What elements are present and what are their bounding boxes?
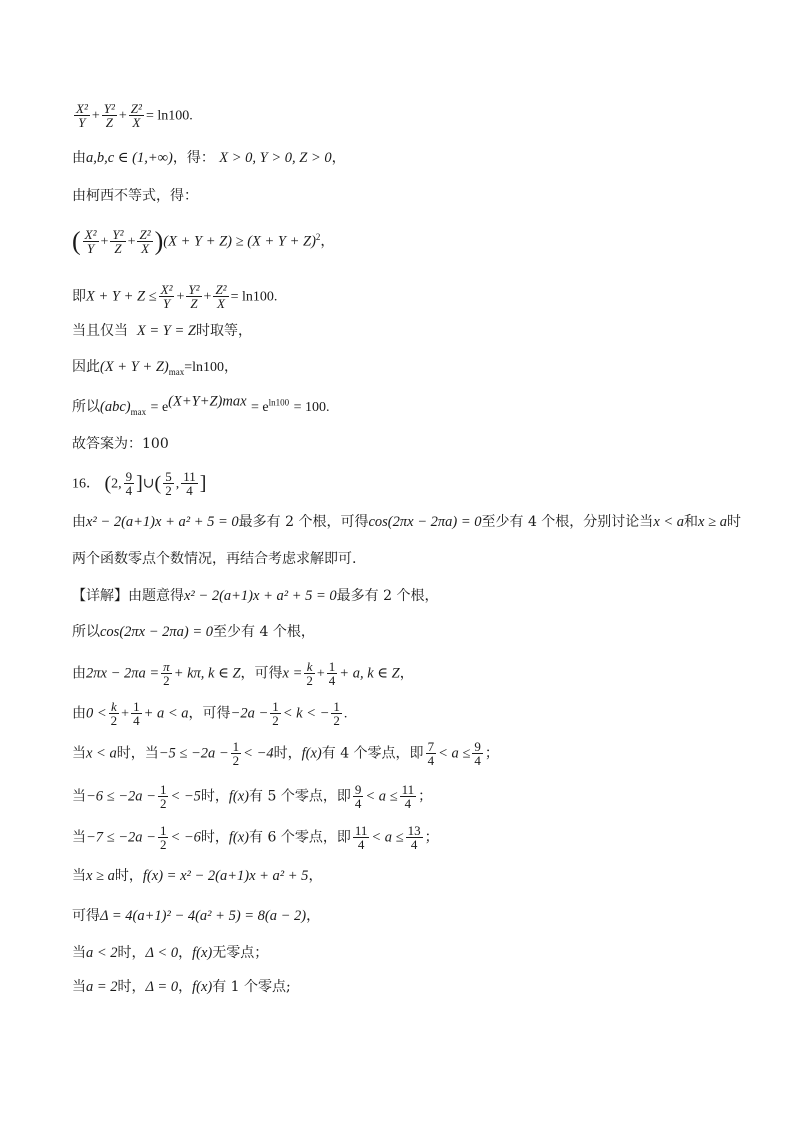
equation-line-1: $\frac{\text{X²}}{Y}$ + $\frac{\text{Y²}}{Z}$ + $\frac{\text{Z²}}{X}$ = ln100. — [76, 101, 193, 130]
text-line-20: 当x ≥ a时，f(x) = x² − 2(a+1)x + a² + 5， — [72, 868, 323, 884]
text-line-13: 【详解】由题意得x² − 2(a+1)x + a² + 5 = 0最多有 2 个根， — [72, 588, 439, 604]
text-line-21: 可得Δ = 4(a+1)² − 4(a² + 5) = 8(a − 2)， — [72, 908, 321, 924]
fraction: $\frac{\pi}{2}$ — [163, 659, 170, 688]
fraction: $\frac{7}{4}$ — [427, 739, 435, 768]
text-line-6: 当且仅当 X = Y = Z时取等， — [72, 323, 252, 339]
text-line-7: 因此$(X + Y + Z)_{max}=\ln 100$， — [72, 359, 239, 377]
problem-16-answer: 16． (2, $\frac{9}{4}$ ]∪( $\frac{5}{2}$ , $\frac{11}{4}$ ] — [72, 469, 207, 498]
fraction: $\frac{9}{4}$ — [125, 469, 133, 498]
text-line-19: 当−7 ≤ −2a − $\frac{1}{2}$ < −6时，f(x)有 6 个零点，即 $\frac{11}{4}$ < a ≤ $\frac{13}{4}$ ； — [72, 823, 439, 852]
text-line-18: 当−6 ≤ −2a − $\frac{1}{2}$ < −5时，f(x)有 5 个零点，即 $\frac{9}{4}$ < a ≤ $\frac{11}{4}$ ； — [72, 782, 433, 811]
fraction: $\frac{\text{X²}}{Y}$ — [84, 227, 97, 256]
fraction: $\frac{9}{4}$ — [354, 782, 362, 811]
fraction: $\frac{11}{4}$ — [354, 823, 368, 852]
fraction: $\frac{\text{X²}}{Y}$ — [76, 101, 88, 130]
fraction: $\frac{9}{4}$ — [474, 739, 481, 768]
fraction: $\frac{1}{2}$ — [232, 739, 240, 768]
equation-line-5: 即X + Y + Z ≤ $\frac{\text{X²}}{Y}$ + $\frac{\text{Y²}}{Z}$ + $\frac{\text{Z²}}{X}$ = ln100. — [72, 282, 278, 311]
fraction: $\frac{1}{2}$ — [272, 699, 279, 728]
fraction: $\frac{\text{Y²}}{Z}$ — [103, 101, 115, 130]
text-line-8: 所以$(abc)_{max} = e^{(X+Y+Z)max} = e^{ln100} = 100$. — [72, 393, 330, 417]
fraction: $\frac{5}{2}$ — [165, 469, 172, 498]
text-line-14: 所以cos(2πx − 2πa) = 0至少有 4 个根， — [72, 624, 315, 640]
fraction: $\frac{11}{4}$ — [183, 469, 196, 498]
fraction: $\frac{1}{4}$ — [133, 699, 140, 728]
fraction: $\frac{\text{Z²}}{X}$ — [215, 282, 227, 311]
fraction: $\frac{k}{2}$ — [110, 699, 118, 728]
fraction: $\frac{11}{4}$ — [401, 782, 415, 811]
fraction: $\frac{k}{2}$ — [306, 659, 313, 688]
text-line-3: 由柯西不等式，得： — [72, 188, 198, 204]
text-line-17: 当x < a时，当−5 ≤ −2a − $\frac{1}{2}$ < −4时，f(x)有 4 个零点，即 $\frac{7}{4}$ < a ≤ $\frac{9}{4}$ ； — [72, 739, 499, 768]
equation-line-4: ( $\frac{\text{X²}}{Y}$ + $\frac{\text{Y²}}{Z}$ + $\frac{\text{Z²}}{X}$ )$(X + Y + Z) \ge (X + Y + Z)^2$， — [72, 226, 335, 256]
fraction: $\frac{\text{Z²}}{X}$ — [130, 101, 142, 130]
fraction: $\frac{\text{Y²}}{Z}$ — [188, 282, 200, 311]
text-line-23: 当a = 2时，Δ = 0，f(x)有 1 个零点; — [72, 979, 291, 995]
fraction: $\frac{1}{2}$ — [333, 699, 340, 728]
answer-line: 故答案为：100 — [72, 436, 169, 452]
fraction: $\frac{13}{4}$ — [407, 823, 421, 852]
text-line-11: 由x² − 2(a+1)x + a² + 5 = 0最多有 2 个根，可得cos(2πx − 2πa) = 0至少有 4 个根，分别讨论当x < a和x ≥ a时 — [72, 514, 741, 530]
fraction: $\frac{\text{Z²}}{X}$ — [139, 227, 151, 256]
fraction: $\frac{1}{4}$ — [328, 659, 336, 688]
text-line-16: 由0 < $\frac{k}{2}$ + $\frac{1}{4}$ + a < a，可得−2a − $\frac{1}{2}$ < k < − $\frac{1}{2}$ . — [72, 699, 348, 728]
fraction: $\frac{\text{X²}}{Y}$ — [160, 282, 173, 311]
text-line-22: 当a < 2时，Δ < 0，f(x)无零点； — [72, 945, 269, 961]
fraction: $\frac{1}{2}$ — [159, 782, 167, 811]
text-line-15: 由2πx − 2πa = $\frac{\pi}{2}$ + kπ, k ∈ Z，可得x = $\frac{k}{2}$ + $\frac{1}{4}$ + a, k ∈ Z， — [72, 659, 414, 688]
text-line-2: 由a,b,c ∈ (1,+∞)，得： X > 0, Y > 0, Z > 0， — [72, 150, 346, 166]
text-line-12: 两个函数零点个数情况，再结合考虑求解即可. — [72, 551, 357, 567]
fraction: $\frac{\text{Y²}}{Z}$ — [112, 227, 124, 256]
fraction: $\frac{1}{2}$ — [159, 823, 167, 852]
